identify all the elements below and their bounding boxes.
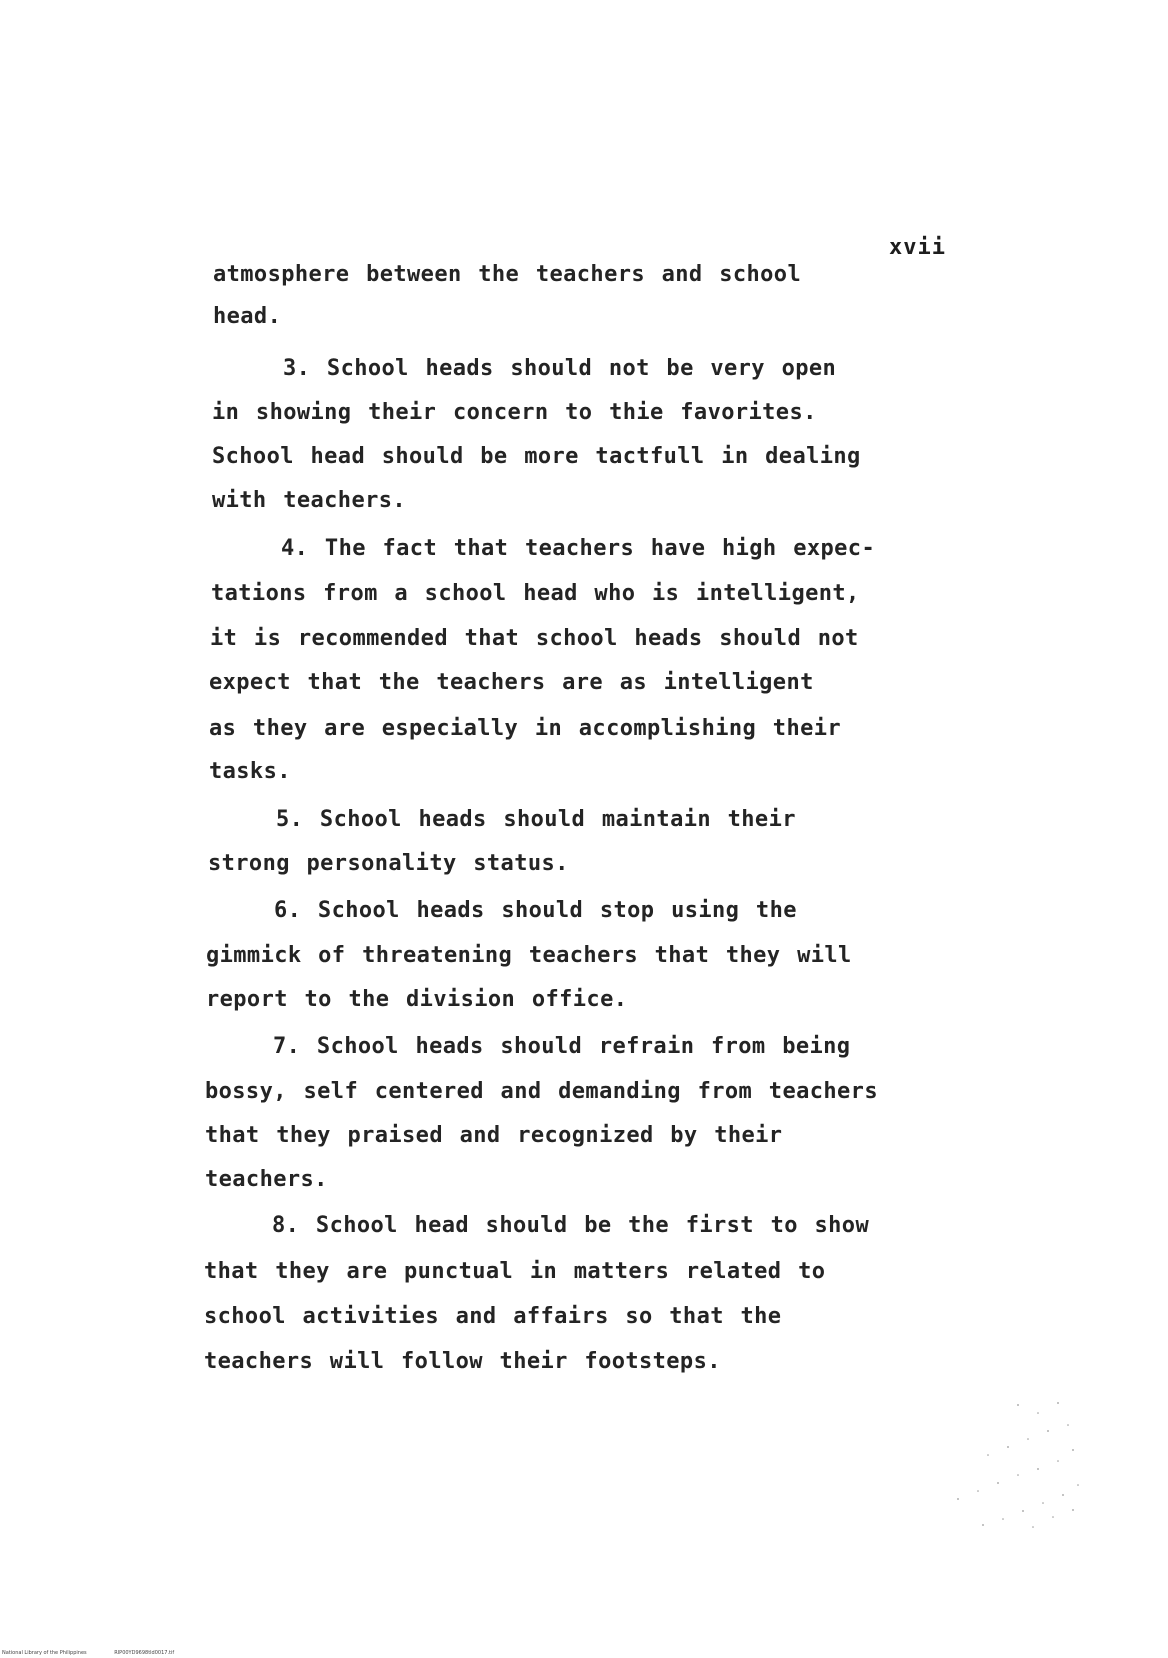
text-line: gimmick of threatening teachers that they will [206,943,852,968]
text-line: teachers will follow their footsteps. [204,1349,721,1374]
text-line: that they praised and recognized by their [205,1123,783,1148]
scan-noise [898,1395,1088,1535]
footer-library: National Library of the Philippines [2,1650,87,1656]
text-line: teachers. [205,1167,328,1192]
text-line: atmosphere between the teachers and school [213,262,802,287]
text-line: 4. The fact that teachers have high expec- [281,536,876,561]
text-line: tations from a school head who is intelligent, [211,581,860,606]
text-line: 6. School heads should stop using the [274,898,797,923]
text-line: that they are punctual in matters related to [204,1259,826,1284]
text-line: School head should be more tactfull in dealing [212,444,861,469]
text-line: bossy, self centered and demanding from teachers [205,1079,878,1104]
text-line: in showing their concern to thie favorites. [212,400,817,425]
text-line: expect that the teachers are as intelligent [209,670,814,695]
footer-file: RIP00YD9698tld0017.tif [114,1650,175,1656]
scan-footer [2,1650,200,1656]
text-line: report to the division office. [206,987,628,1012]
text-line: as they are especially in accomplishing their [209,716,842,741]
text-line: 7. School heads should refrain from being [273,1034,851,1059]
text-line: it is recommended that school heads should not [210,626,859,651]
text-line: strong personality status. [208,851,569,876]
text-line: school activities and affairs so that the [204,1304,782,1329]
text-line: head. [213,304,282,329]
page-number: xvii [889,235,946,260]
text-line: 3. School heads should not be very open [283,356,837,381]
text-line: tasks. [209,759,291,784]
text-line: 8. School head should be the first to show [272,1213,870,1238]
text-line: with teachers. [212,488,407,513]
text-line: 5. School heads should maintain their [276,807,796,832]
